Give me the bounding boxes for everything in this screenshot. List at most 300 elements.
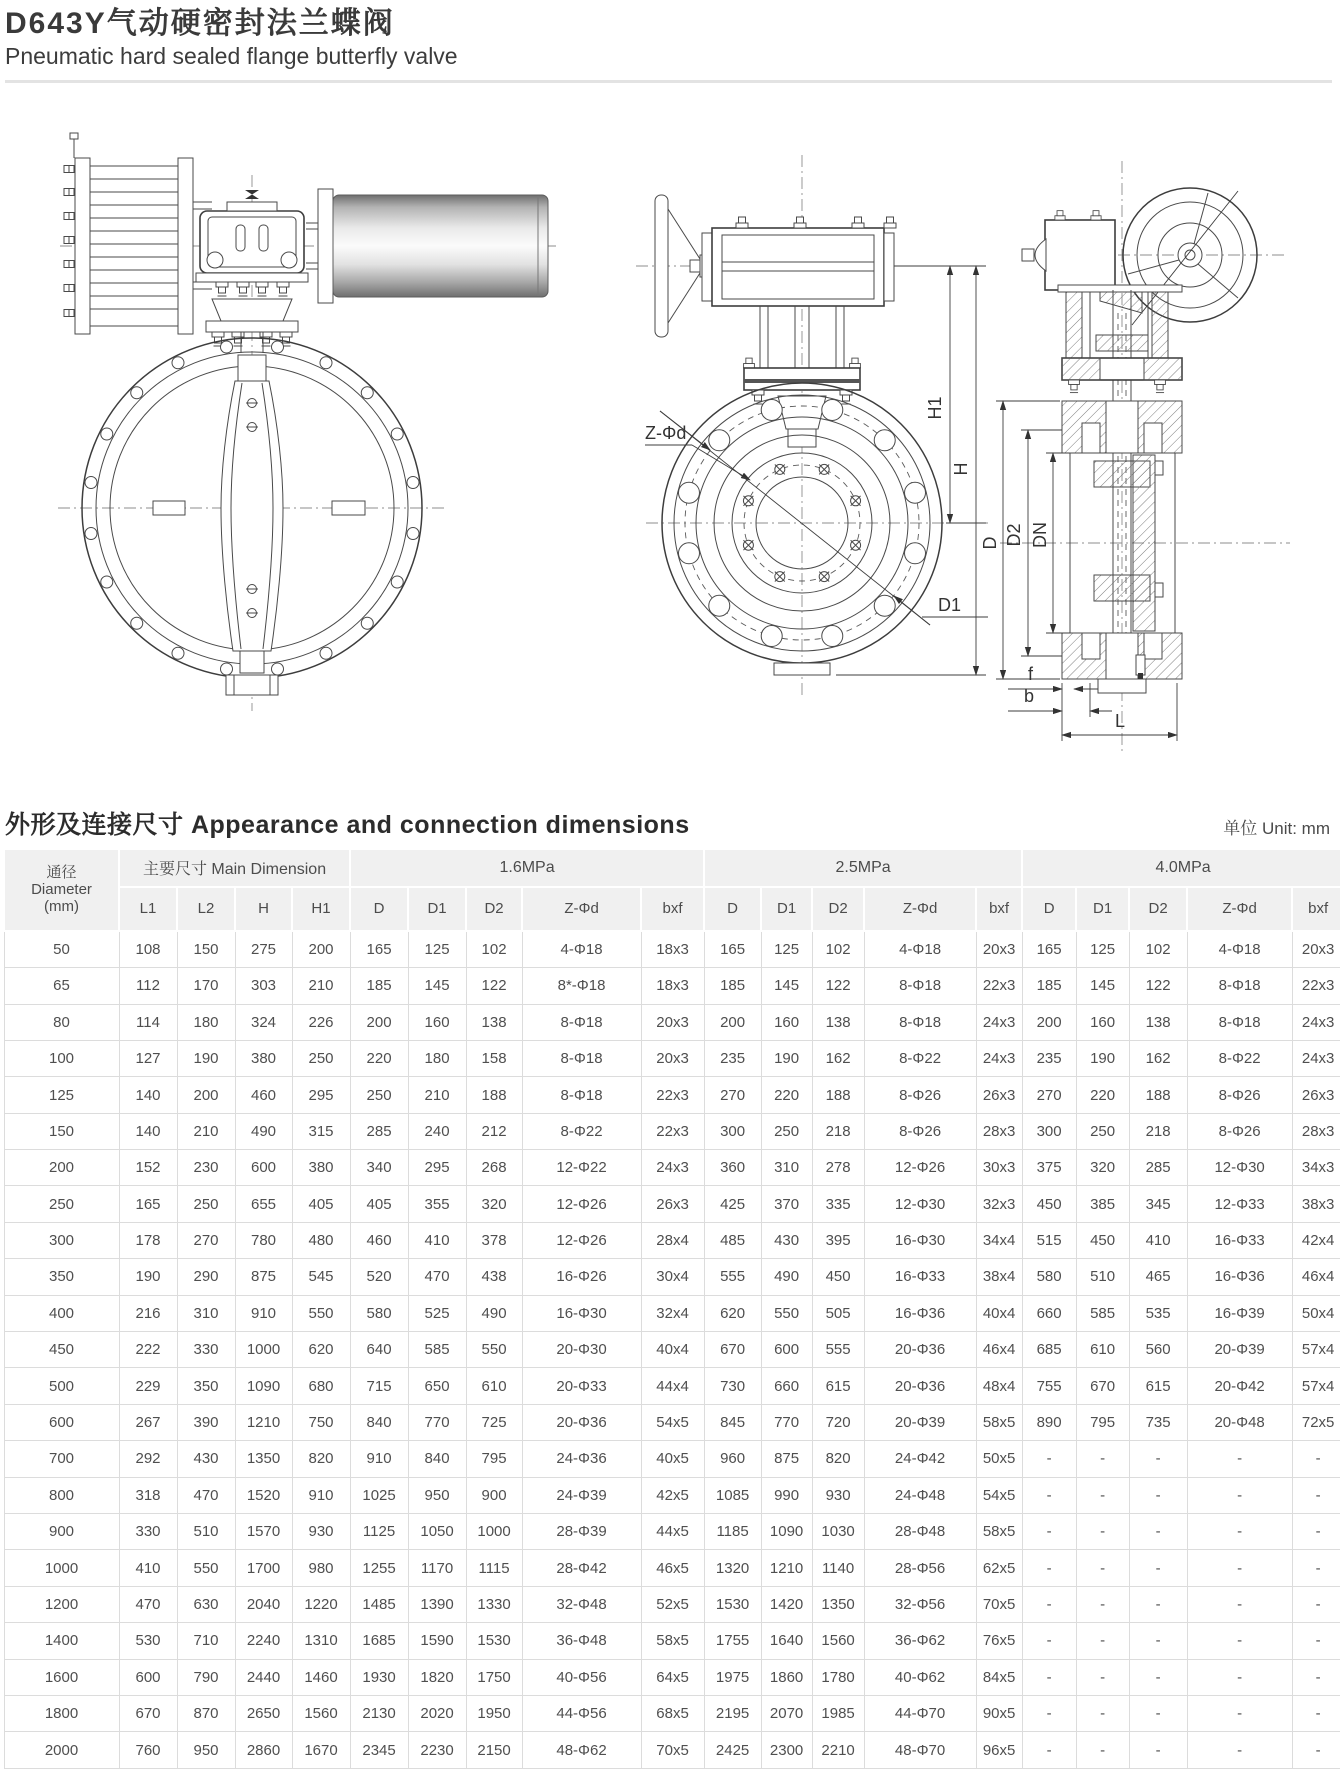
cell-value: - xyxy=(1129,1441,1187,1477)
cell-value: 1530 xyxy=(466,1623,522,1659)
cell-value: 1000 xyxy=(235,1332,292,1368)
cell-value: 12-Φ26 xyxy=(864,1150,976,1186)
cell-value: - xyxy=(1022,1441,1076,1477)
col-header-2-5mpa: 2.5MPa xyxy=(704,849,1022,887)
cell-diameter: 800 xyxy=(4,1477,119,1513)
cell-value: 505 xyxy=(812,1295,864,1331)
cell-value: 16-Φ33 xyxy=(1187,1222,1292,1258)
cell-value: 8-Φ18 xyxy=(522,1004,641,1040)
cell-value: 385 xyxy=(1076,1186,1129,1222)
cell-value: 2150 xyxy=(466,1732,522,1768)
diameter-label-en: Diameter xyxy=(31,881,92,899)
cell-value: 770 xyxy=(761,1404,812,1440)
cell-value: 188 xyxy=(812,1077,864,1113)
side-view-drawing xyxy=(636,155,990,695)
label-d1: D1 xyxy=(938,594,962,615)
cell-value: 52x5 xyxy=(641,1586,704,1622)
sub-column-header: H1 xyxy=(292,887,350,931)
cell-value: 610 xyxy=(466,1368,522,1404)
sub-column-header: bxf xyxy=(641,887,704,931)
cell-value: 550 xyxy=(292,1295,350,1331)
cell-value: 70x5 xyxy=(641,1732,704,1768)
cell-value: 510 xyxy=(177,1514,235,1550)
cell-value: 8-Φ26 xyxy=(1187,1113,1292,1149)
cell-value: - xyxy=(1129,1477,1187,1513)
cell-value: 250 xyxy=(292,1040,350,1076)
cell-diameter: 80 xyxy=(4,1004,119,1040)
cell-value: - xyxy=(1187,1695,1292,1731)
cell-value: 16-Φ36 xyxy=(1187,1259,1292,1295)
cell-value: 16-Φ26 xyxy=(522,1259,641,1295)
sub-column-header: L2 xyxy=(177,887,235,931)
cell-value: 24x3 xyxy=(641,1150,704,1186)
label-d2: D2 xyxy=(1004,523,1024,547)
cell-value: 1170 xyxy=(408,1550,466,1586)
cell-value: 950 xyxy=(177,1732,235,1768)
cell-value: 324 xyxy=(235,1004,292,1040)
cell-value: 820 xyxy=(292,1441,350,1477)
cell-value: 910 xyxy=(292,1477,350,1513)
cell-value: 1310 xyxy=(292,1623,350,1659)
cell-value: 2020 xyxy=(408,1695,466,1731)
cell-value: 680 xyxy=(292,1368,350,1404)
cell-value: 555 xyxy=(812,1332,864,1368)
cell-value: 185 xyxy=(704,968,761,1004)
cell-value: 1685 xyxy=(350,1623,408,1659)
cell-value: 300 xyxy=(704,1113,761,1149)
cell-value: 1670 xyxy=(292,1732,350,1768)
cell-value: 165 xyxy=(704,931,761,968)
cell-value: 550 xyxy=(761,1295,812,1331)
cell-value: 127 xyxy=(119,1040,177,1076)
cell-value: - xyxy=(1292,1550,1340,1586)
cell-value: 20-Φ39 xyxy=(1187,1332,1292,1368)
cell-value: 122 xyxy=(466,968,522,1004)
cell-value: 530 xyxy=(119,1623,177,1659)
cell-value: 28-Φ39 xyxy=(522,1514,641,1550)
cell-value: 470 xyxy=(408,1259,466,1295)
table-row xyxy=(4,931,1340,968)
cell-value: 270 xyxy=(177,1222,235,1258)
cell-value: 670 xyxy=(1076,1368,1129,1404)
cell-value: 1090 xyxy=(761,1514,812,1550)
cell-value: 8-Φ26 xyxy=(864,1113,976,1149)
cell-value: 1255 xyxy=(350,1550,408,1586)
cell-value: 44-Φ56 xyxy=(522,1695,641,1731)
cell-value: 210 xyxy=(408,1077,466,1113)
cell-value: 114 xyxy=(119,1004,177,1040)
cell-value: 1530 xyxy=(704,1586,761,1622)
cell-value: 16-Φ36 xyxy=(864,1295,976,1331)
cell-value: 1460 xyxy=(292,1659,350,1695)
cell-value: 58x5 xyxy=(976,1514,1022,1550)
cell-value: 790 xyxy=(177,1659,235,1695)
table-row xyxy=(4,1623,1340,1659)
cell-value: 212 xyxy=(466,1113,522,1149)
table-subheader-row xyxy=(4,887,1340,931)
cell-value: - xyxy=(1076,1477,1129,1513)
cell-value: 28x4 xyxy=(641,1222,704,1258)
cell-value: 24-Φ48 xyxy=(864,1477,976,1513)
cell-value: 57x4 xyxy=(1292,1332,1340,1368)
cell-value: 12-Φ22 xyxy=(522,1150,641,1186)
cell-value: 102 xyxy=(1129,931,1187,968)
cell-value: 1570 xyxy=(235,1514,292,1550)
cell-value: 730 xyxy=(704,1368,761,1404)
cell-value: 430 xyxy=(177,1441,235,1477)
cell-value: 795 xyxy=(466,1441,522,1477)
cell-value: 70x5 xyxy=(976,1586,1022,1622)
cell-value: 190 xyxy=(761,1040,812,1076)
cell-value: 8-Φ18 xyxy=(522,1040,641,1076)
valve-technical-drawing xyxy=(0,83,1340,805)
section-view-drawing xyxy=(980,161,1290,751)
cell-value: 26x3 xyxy=(1292,1077,1340,1113)
cell-value: 650 xyxy=(408,1368,466,1404)
cell-value: - xyxy=(1076,1441,1129,1477)
sub-column-header: D1 xyxy=(761,887,812,931)
cell-value: 178 xyxy=(119,1222,177,1258)
cell-value: 2650 xyxy=(235,1695,292,1731)
cell-value: 535 xyxy=(1129,1295,1187,1331)
cell-value: 32x4 xyxy=(641,1295,704,1331)
cell-value: 50x4 xyxy=(1292,1295,1340,1331)
cell-value: 240 xyxy=(408,1113,466,1149)
sub-column-header: D2 xyxy=(466,887,522,931)
cell-value: 405 xyxy=(292,1186,350,1222)
cell-value: 1950 xyxy=(466,1695,522,1731)
cell-value: 8*-Φ18 xyxy=(522,968,641,1004)
cell-diameter: 900 xyxy=(4,1514,119,1550)
diameter-dimensions xyxy=(980,401,1070,679)
cell-value: 145 xyxy=(761,968,812,1004)
handwheel-icon xyxy=(1123,188,1257,325)
cell-value: 20x3 xyxy=(1292,931,1340,968)
cell-value: 44x4 xyxy=(641,1368,704,1404)
cell-value: 303 xyxy=(235,968,292,1004)
cell-value: 1485 xyxy=(350,1586,408,1622)
cell-value: 580 xyxy=(1022,1259,1076,1295)
mounting-bracket xyxy=(744,306,861,447)
cell-value: 2425 xyxy=(704,1732,761,1768)
cell-value: 170 xyxy=(177,968,235,1004)
cell-value: 600 xyxy=(761,1332,812,1368)
table-group-header-row xyxy=(4,849,1340,887)
cell-diameter: 1400 xyxy=(4,1623,119,1659)
butterfly-disc xyxy=(153,355,365,673)
cell-diameter: 350 xyxy=(4,1259,119,1295)
label-b: b xyxy=(1024,685,1035,706)
cell-value: 315 xyxy=(292,1113,350,1149)
cell-value: 1750 xyxy=(466,1659,522,1695)
cell-value: 112 xyxy=(119,968,177,1004)
cell-value: 1085 xyxy=(704,1477,761,1513)
cell-value: 180 xyxy=(408,1040,466,1076)
cell-value: 200 xyxy=(177,1077,235,1113)
cell-value: 162 xyxy=(1129,1040,1187,1076)
cell-value: 1320 xyxy=(704,1550,761,1586)
cell-value: 1125 xyxy=(350,1514,408,1550)
cell-value: 1640 xyxy=(761,1623,812,1659)
cell-value: 735 xyxy=(1129,1404,1187,1440)
cell-value: 16-Φ33 xyxy=(864,1259,976,1295)
cell-value: 46x5 xyxy=(641,1550,704,1586)
cell-value: 890 xyxy=(1022,1404,1076,1440)
cell-value: 22x3 xyxy=(641,1113,704,1149)
sub-column-header: D1 xyxy=(408,887,466,931)
cell-value: 20x3 xyxy=(641,1004,704,1040)
cell-value: 510 xyxy=(1076,1259,1129,1295)
cell-value: 8-Φ18 xyxy=(522,1077,641,1113)
cell-value: 48-Φ62 xyxy=(522,1732,641,1768)
cell-value: 585 xyxy=(408,1332,466,1368)
cell-value: 20-Φ48 xyxy=(1187,1404,1292,1440)
table-row xyxy=(4,1404,1340,1440)
cell-value: 50x5 xyxy=(976,1441,1022,1477)
cell-value: 950 xyxy=(408,1477,466,1513)
cell-value: 24x3 xyxy=(1292,1040,1340,1076)
cell-diameter: 400 xyxy=(4,1295,119,1331)
gear-actuator-box xyxy=(702,217,896,306)
cell-value: - xyxy=(1129,1659,1187,1695)
cell-value: 330 xyxy=(177,1332,235,1368)
cell-value: 24x3 xyxy=(1292,1004,1340,1040)
cell-value: 615 xyxy=(1129,1368,1187,1404)
cell-value: 430 xyxy=(761,1222,812,1258)
cell-value: 185 xyxy=(350,968,408,1004)
cell-value: 190 xyxy=(177,1040,235,1076)
cell-value: 490 xyxy=(235,1113,292,1149)
cell-value: 12-Φ33 xyxy=(1187,1186,1292,1222)
cell-value: 2230 xyxy=(408,1732,466,1768)
cell-value: 76x5 xyxy=(976,1623,1022,1659)
valve-body-section xyxy=(1062,358,1182,693)
cell-value: 670 xyxy=(704,1332,761,1368)
cell-value: 160 xyxy=(408,1004,466,1040)
table-row xyxy=(4,1077,1340,1113)
diameter-label-unit: (mm) xyxy=(44,898,79,916)
cell-value: 180 xyxy=(177,1004,235,1040)
cell-value: 40-Φ62 xyxy=(864,1659,976,1695)
cell-value: 1975 xyxy=(704,1659,761,1695)
label-d: D xyxy=(980,536,1000,550)
cell-value: 770 xyxy=(408,1404,466,1440)
cell-value: 640 xyxy=(350,1332,408,1368)
sub-column-header: D2 xyxy=(1129,887,1187,931)
label-z-phi-d: Z-Φd xyxy=(645,422,687,443)
table-row xyxy=(4,1295,1340,1331)
section-heading xyxy=(0,805,1340,848)
cell-value: 1050 xyxy=(408,1514,466,1550)
cell-value: 615 xyxy=(812,1368,864,1404)
cell-diameter: 700 xyxy=(4,1441,119,1477)
cell-value: 1420 xyxy=(761,1586,812,1622)
sub-column-header: bxf xyxy=(1292,887,1340,931)
cell-value: - xyxy=(1187,1659,1292,1695)
cell-value: 102 xyxy=(812,931,864,968)
cell-value: 2860 xyxy=(235,1732,292,1768)
cell-value: 410 xyxy=(1129,1222,1187,1258)
cell-value: - xyxy=(1022,1659,1076,1695)
cell-value: 190 xyxy=(1076,1040,1129,1076)
cell-value: - xyxy=(1022,1586,1076,1622)
cell-value: 2440 xyxy=(235,1659,292,1695)
cell-value: 725 xyxy=(466,1404,522,1440)
cell-value: 295 xyxy=(292,1077,350,1113)
cell-value: 290 xyxy=(177,1259,235,1295)
cell-value: 990 xyxy=(761,1477,812,1513)
cell-value: 28-Φ42 xyxy=(522,1550,641,1586)
cell-value: 18x3 xyxy=(641,968,704,1004)
cell-value: 1350 xyxy=(235,1441,292,1477)
cell-value: 1860 xyxy=(761,1659,812,1695)
cell-value: 285 xyxy=(1129,1150,1187,1186)
z-phi-d-callout xyxy=(645,423,750,480)
cell-value: 1140 xyxy=(812,1550,864,1586)
cell-value: 30x3 xyxy=(976,1150,1022,1186)
cell-value: 138 xyxy=(812,1004,864,1040)
cell-value: 580 xyxy=(350,1295,408,1331)
cell-value: 138 xyxy=(466,1004,522,1040)
cell-value: - xyxy=(1292,1732,1340,1768)
cell-value: 780 xyxy=(235,1222,292,1258)
cell-value: 845 xyxy=(704,1404,761,1440)
cell-value: 1030 xyxy=(812,1514,864,1550)
cell-value: - xyxy=(1076,1586,1129,1622)
cell-value: 270 xyxy=(1022,1077,1076,1113)
sub-column-header: bxf xyxy=(976,887,1022,931)
cell-value: 200 xyxy=(350,1004,408,1040)
section-title: 外形及连接尺寸 Appearance and connection dimensions xyxy=(5,810,690,839)
cell-value: - xyxy=(1022,1514,1076,1550)
page-subtitle: Pneumatic hard sealed flange butterfly valve xyxy=(5,43,458,69)
valve-foot-side xyxy=(774,663,830,675)
cell-value: 525 xyxy=(408,1295,466,1331)
cell-value: - xyxy=(1187,1441,1292,1477)
cell-value: 310 xyxy=(177,1295,235,1331)
cell-value: - xyxy=(1022,1623,1076,1659)
cell-value: 875 xyxy=(235,1259,292,1295)
cell-value: - xyxy=(1129,1623,1187,1659)
cell-value: 20-Φ33 xyxy=(522,1368,641,1404)
cell-value: 220 xyxy=(350,1040,408,1076)
cell-value: 40x5 xyxy=(641,1441,704,1477)
table-row xyxy=(4,1695,1340,1731)
height-dimensions xyxy=(836,266,986,675)
cell-value: 165 xyxy=(119,1186,177,1222)
col-header-1-6mpa: 1.6MPa xyxy=(350,849,704,887)
sub-column-header: Z-Φd xyxy=(864,887,976,931)
cell-value: 410 xyxy=(119,1550,177,1586)
cell-value: 1025 xyxy=(350,1477,408,1513)
cell-value: 190 xyxy=(119,1259,177,1295)
cell-value: 125 xyxy=(761,931,812,968)
sub-column-header: Z-Φd xyxy=(1187,887,1292,931)
cell-value: 1755 xyxy=(704,1623,761,1659)
table-row xyxy=(4,1186,1340,1222)
cell-value: 54x5 xyxy=(976,1477,1022,1513)
cell-value: 375 xyxy=(1022,1150,1076,1186)
page-header xyxy=(0,0,1340,83)
cell-value: 1390 xyxy=(408,1586,466,1622)
cell-value: 910 xyxy=(350,1441,408,1477)
cell-value: 22x3 xyxy=(976,968,1022,1004)
cell-value: 1185 xyxy=(704,1514,761,1550)
cell-diameter: 250 xyxy=(4,1186,119,1222)
cell-value: 188 xyxy=(466,1077,522,1113)
sub-column-header: L1 xyxy=(119,887,177,931)
cell-value: - xyxy=(1022,1550,1076,1586)
cell-value: 162 xyxy=(812,1040,864,1076)
cell-value: 520 xyxy=(350,1259,408,1295)
cell-value: 490 xyxy=(761,1259,812,1295)
cell-value: 28x3 xyxy=(1292,1113,1340,1149)
cell-diameter: 2000 xyxy=(4,1732,119,1768)
cell-value: 2070 xyxy=(761,1695,812,1731)
table-row xyxy=(4,1586,1340,1622)
cell-value: 22x3 xyxy=(1292,968,1340,1004)
cell-value: 470 xyxy=(119,1586,177,1622)
cell-value: 515 xyxy=(1022,1222,1076,1258)
cell-value: 760 xyxy=(119,1732,177,1768)
cell-value: 545 xyxy=(292,1259,350,1295)
cell-value: 1210 xyxy=(761,1550,812,1586)
cell-value: 46x4 xyxy=(1292,1259,1340,1295)
cell-value: 210 xyxy=(292,968,350,1004)
cell-value: 875 xyxy=(761,1441,812,1477)
cell-value: 930 xyxy=(292,1514,350,1550)
cell-value: 218 xyxy=(812,1113,864,1149)
cell-value: 460 xyxy=(350,1222,408,1258)
sub-column-header: D2 xyxy=(812,887,864,931)
cell-value: 44-Φ70 xyxy=(864,1695,976,1731)
cell-value: 138 xyxy=(1129,1004,1187,1040)
cell-value: 40x4 xyxy=(976,1295,1022,1331)
cell-value: 62x5 xyxy=(976,1550,1022,1586)
cell-value: - xyxy=(1187,1732,1292,1768)
cell-value: 820 xyxy=(812,1441,864,1477)
page-title: D643Y气动硬密封法兰蝶阀 xyxy=(5,7,395,40)
cell-value: 930 xyxy=(812,1477,864,1513)
cell-value: - xyxy=(1076,1550,1129,1586)
cell-diameter: 1600 xyxy=(4,1659,119,1695)
cell-value: 16-Φ39 xyxy=(1187,1295,1292,1331)
cell-value: - xyxy=(1187,1586,1292,1622)
cell-value: 1220 xyxy=(292,1586,350,1622)
table-row xyxy=(4,1659,1340,1695)
cell-value: 275 xyxy=(235,931,292,968)
cell-value: - xyxy=(1022,1477,1076,1513)
cell-value: 218 xyxy=(1129,1113,1187,1149)
cell-value: - xyxy=(1022,1732,1076,1768)
cell-value: 278 xyxy=(812,1150,864,1186)
cell-value: 220 xyxy=(1076,1077,1129,1113)
cell-value: 560 xyxy=(1129,1332,1187,1368)
cell-value: 450 xyxy=(1076,1222,1129,1258)
cell-diameter: 200 xyxy=(4,1150,119,1186)
cell-value: 22x3 xyxy=(641,1077,704,1113)
cell-value: 125 xyxy=(408,931,466,968)
sub-column-header: H xyxy=(235,887,292,931)
cell-value: 160 xyxy=(761,1004,812,1040)
cell-value: 200 xyxy=(292,931,350,968)
cell-value: - xyxy=(1129,1550,1187,1586)
table-row xyxy=(4,1004,1340,1040)
cell-value: 1930 xyxy=(350,1659,408,1695)
cell-value: 26x3 xyxy=(976,1077,1022,1113)
cell-value: 485 xyxy=(704,1222,761,1258)
cell-value: - xyxy=(1129,1514,1187,1550)
